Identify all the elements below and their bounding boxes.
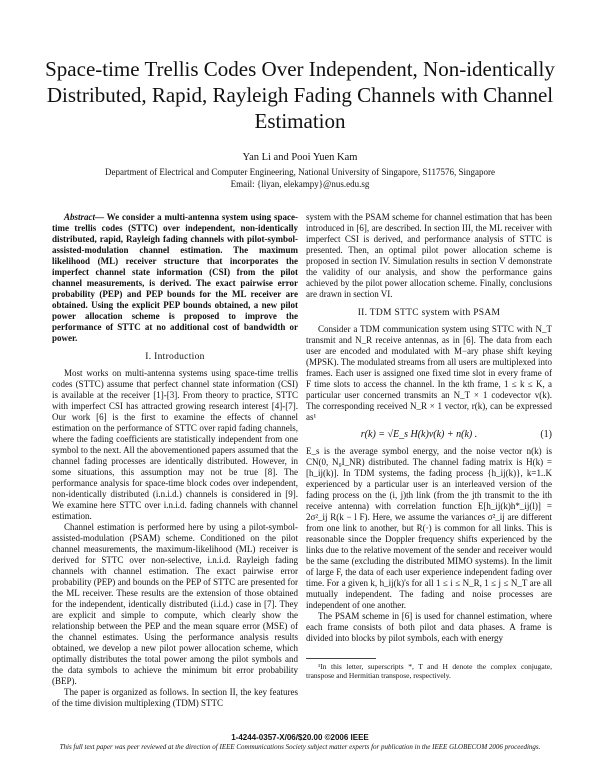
section-heading-tdm: II. TDM STTC system with PSAM	[357, 308, 501, 318]
equation-body: r(k) = √E_s H(k)v(k) + n(k) .	[360, 429, 478, 440]
author-email: Email: {liyan, elekampy}@nus.edu.sg	[230, 179, 370, 189]
left-column	[52, 212, 298, 709]
section-heading-introduction: I. Introduction	[145, 352, 205, 362]
copyright-line: 1-4244-0357-X/06/$20.00 ©2006 IEEE	[231, 733, 369, 742]
intro-paragraph-1: Most works on multi-antenna systems using space-time trellis codes (STTC) assume that perfect channel state information (CSI) is available at the receiver [1]-[3]. From theory to practice, STTC with imperfect CSI has attracted growing research interest [4]-[7]. Our work [6] is the first to examine the effects of channel estimation on the performance of STTC over rapid fading channels, where the fading coefficients are statistically independent from one symbol to the next. All the abovementioned papers assumed that the channel fading processes are identically distributed. However, in some situations, this assumption may not be true [8]. The performance analysis for space-time block codes over independent, non-identically distributed (i.n.i.d.) channels is considered in [9]. We examine here STTC over i.n.i.d. fading channels with channel estimation.	[52, 368, 298, 521]
footnote: ¹In this letter, superscripts *, T and H denote the complex conjugate, transpose and Hermitian transpose, respectively.	[306, 662, 552, 680]
equation-1	[306, 429, 552, 440]
tdm-paragraph-1: Consider a TDM communication system using STTC with N_T transmit and N_R receive antennas, as in [6]. The data from each user are encoded and modulated with M−ary phase shift keying (MPSK). The modulated streams from all users are multiplexed into frames. Each user is assigned one fixed time slot in every frame of F time slots to access the channel. In the kth frame, 1 ≤ k ≤ K, a particular user concerned transmits an N_T × 1 codevector v(k). The corresponding received N_R × 1 vector, r(k), can be expressed as¹	[306, 324, 552, 422]
paper-title: Space-time Trellis Codes Over Independent, Non-identically Distributed, Rapid, Rayleigh Fading Channels with Channel Estimation	[45, 57, 555, 133]
right-paragraph-1: system with the PSAM scheme for channel estimation that has been introduced in [6], are described. In section III, the ML receiver with imperfect CSI is derived, and performance analysis of STTC is presented. Then, an optimal pilot power allocation scheme is proposed in section IV. Simulation results in section V demonstrate the validity of our analysis, and show the performance gains achieved by the pilot power allocation scheme. Finally, conclusions are drawn in section VI.	[306, 212, 552, 299]
equation-number: (1)	[540, 429, 552, 440]
footer-note: This full text paper was peer reviewed at the direction of IEEE Communications Society subject matter experts for publication in the IEEE GLOBECOM 2006 proceedings.	[59, 743, 541, 751]
right-column	[306, 212, 552, 680]
abstract-label: Abstract	[64, 212, 96, 222]
intro-paragraph-3: The paper is organized as follows. In section II, the key features of the time division multiplexing (TDM) STTC	[52, 687, 298, 708]
tdm-paragraph-3: The PSAM scheme in [6] is used for channel estimation, where each frame consists of both pilot and data phases. A frame is divided into blocks by pilot symbols, each with energy	[306, 611, 552, 643]
abstract-text: — We consider a multi-antenna system using space-time trellis codes (STTC) over independent, non-identically distributed, rapid, Rayleigh fading channels with pilot-symbol-assisted-modulation channel estimation. The maximum likelihood (ML) receiver structure that incorporates the imperfect channel state information (CSI) from the pilot channel measurements, is derived. The exact pairwise error probability (PEP) and PEP bounds for the ML receiver are obtained. Using the explicit PEP bounds obtained, a new pilot power allocation scheme is proposed to improve the performance of STTC at no additional cost of bandwidth or power.	[52, 212, 298, 343]
intro-paragraph-2: Channel estimation is performed here by using a pilot-symbol-assisted-modulation (PSAM) scheme. Conditioned on the pilot channel measurements, the maximum-likelihood (ML) receiver is derived for STTC over non-selective, i.n.i.d. Rayleigh fading channels with channel estimation. The exact pairwise error probability (PEP) and bounds on the PEP of STTC are presented for the ML receiver. These results are the extension of those obtained for the independent, identically distributed (i.i.d.) case in [7]. They are explicit and simple to compute, which clearly show the relationship between the PEP and the mean square error (MSE) of the channel estimates. Using the performance analysis results obtained, we develop a new pilot power allocation scheme, which optimally distributes the total power among the pilot symbols and the data symbols to achieve the minimum bit error probability (BEP).	[52, 522, 298, 686]
tdm-paragraph-2: E_s is the average symbol energy, and the noise vector n(k) is CN(0, N₀I_NR) distributed. The channel fading matrix is H(k) = [h_ij(k)]. In TDM systems, the fading process {h_ij(k)}, k=1..K experienced by a particular user is an interleaved version of the fading process on the (i, j)th link (from the jth transmit to the ith receive antenna) with correlation function E[h_ij(k)h*_ij(l)] = 2σ²_ij R(k − l F). Here, we assume the variances σ²_ij are different from one link to another, but R(·) is common for all links. This is reasonable since the Doppler frequency shifts experienced by the links due to the relative movement of the sender and receiver would be the same (excluding the distributed MIMO systems). In the limit of large F, the data of each user experience independent fading over time. For a given k, h_ij(k)'s for all 1 ≤ i ≤ N_R, 1 ≤ j ≤ N_T are all mutually independent. The fading and noise processes are independent of one another.	[306, 446, 552, 610]
footnote-divider	[306, 658, 376, 659]
author-affiliation: Department of Electrical and Computer Engineering, National University of Singapore, S117576, Singapore	[104, 167, 496, 177]
abstract	[52, 212, 298, 344]
paper-authors: Yan Li and Pooi Yuen Kam	[242, 152, 358, 163]
